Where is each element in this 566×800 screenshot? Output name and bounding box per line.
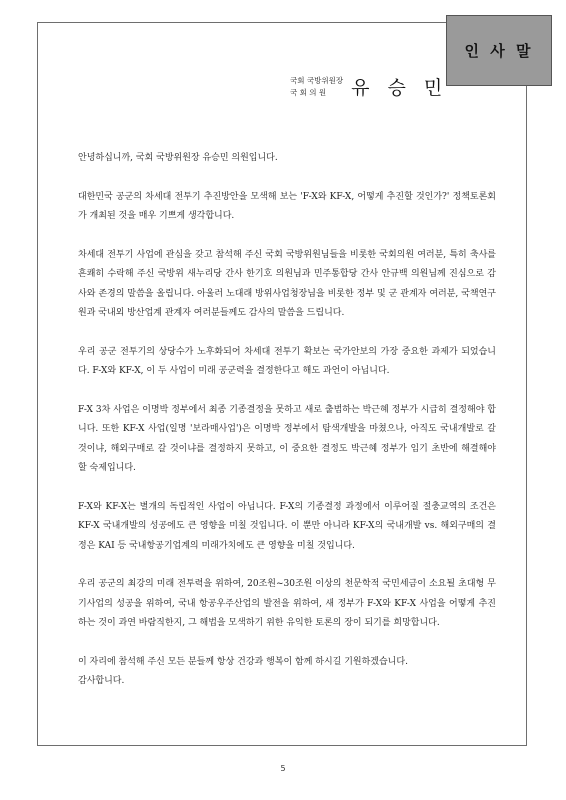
author-name: 유 승 민 (351, 77, 449, 99)
role-assembly-member: 국 회 의 원 (290, 87, 327, 97)
signature-block (290, 73, 448, 100)
section-tab-label: 인 사 말 (464, 42, 534, 60)
paragraph-fx-kfx-link: F-X와 KF-X는 별개의 독립적인 사업이 아닙니다. F-X의 기종결정 과정에서 이루어질 절충교역의 조건은 KF-X 국내개발의 성공에도 큰 영향을 미칠 것입니다. 이 뿐만 아니라 KF-X의 국내개발 vs. 해외구매의 결정은 KAI 등 국내항공기업계의 미래가치에도 큰 영향을 미칠 것입니다. (78, 501, 496, 551)
paragraph-greeting: 안녕하십니까, 국회 국방위원장 유승민 의원입니다. (78, 153, 278, 163)
page-number: 5 (280, 764, 286, 773)
greeting-body (78, 149, 496, 692)
paragraph-blessing: 이 자리에 참석해 주신 모든 분들께 항상 건강과 행복이 함께 하시길 기원하겠습니다. (78, 656, 408, 667)
paragraph-thanks: 차세대 전투기 사업에 관심을 갖고 참석해 주신 국회 국방위원님들을 비롯한 국회의원 여러분, 특히 축사를 흔쾌히 수락해 주신 국방위 새누리당 간사 한기호 의원님과 민주통합당 간사 안규백 의원님께 진심으로 감사와 존경의 말씀을 올립니다. 아울러 노대래 방위사업청장님을 비롯한 정부 및 군 관계자 여러분, 국책연구원과 국내외 방산업계 관계자 여러분들께도 감사의 말씀을 드립니다. (78, 249, 496, 318)
paragraph-hope: 우리 공군의 최강의 미래 전투력을 위하여, 20조원~30조원 이상의 천문학적 국민세금이 소요될 초대형 무기사업의 성공을 위하여, 국내 항공우주산업의 발전을 위하여, 새 정부가 F-X와 KF-X 사업을 어떻게 추진하는 것이 과연 바람직한지, 그 해법을 모색하기 위한 유익한 토론의 장이 되기를 희망합니다. (78, 579, 496, 628)
role-committee-chair: 국회 국방위원장 (290, 75, 344, 85)
paragraph-fx-decision: F-X 3차 사업은 이명박 정부에서 최종 기종결정을 못하고 새로 출범하는 박근혜 정부가 시급히 결정해야 합니다. 또한 KF-X 사업(일명 '보라매사업')은 이명박 정부에서 탐색개발을 마쳤으나, 아직도 국내개발로 갈 것이냐, 해외구매로 갈 것이냐를 결정하지 못하고, 이 중요한 결정도 박근혜 정부가 임기 초반에 해결해야 할 숙제입니다. (78, 404, 496, 473)
section-tab (446, 15, 552, 86)
paragraph-forum-intro: 대한민국 공군의 차세대 전투기 추진방안을 모색해 보는 'F-X와 KF-X, 어떻게 추진할 것인가?' 정책토론회가 개최된 것을 매우 기쁘게 생각합니다. (78, 191, 496, 221)
paragraph-closing: 감사합니다. (78, 676, 125, 686)
paragraph-aging-fleet: 우리 공군 전투기의 상당수가 노후화되어 차세대 전투기 확보는 국가안보의 가장 중요한 과제가 되었습니다. F-X와 KF-X, 이 두 사업이 미래 공군력을 결정한다고 해도 과언이 아닙니다. (78, 346, 496, 376)
signature-roles (290, 75, 343, 99)
